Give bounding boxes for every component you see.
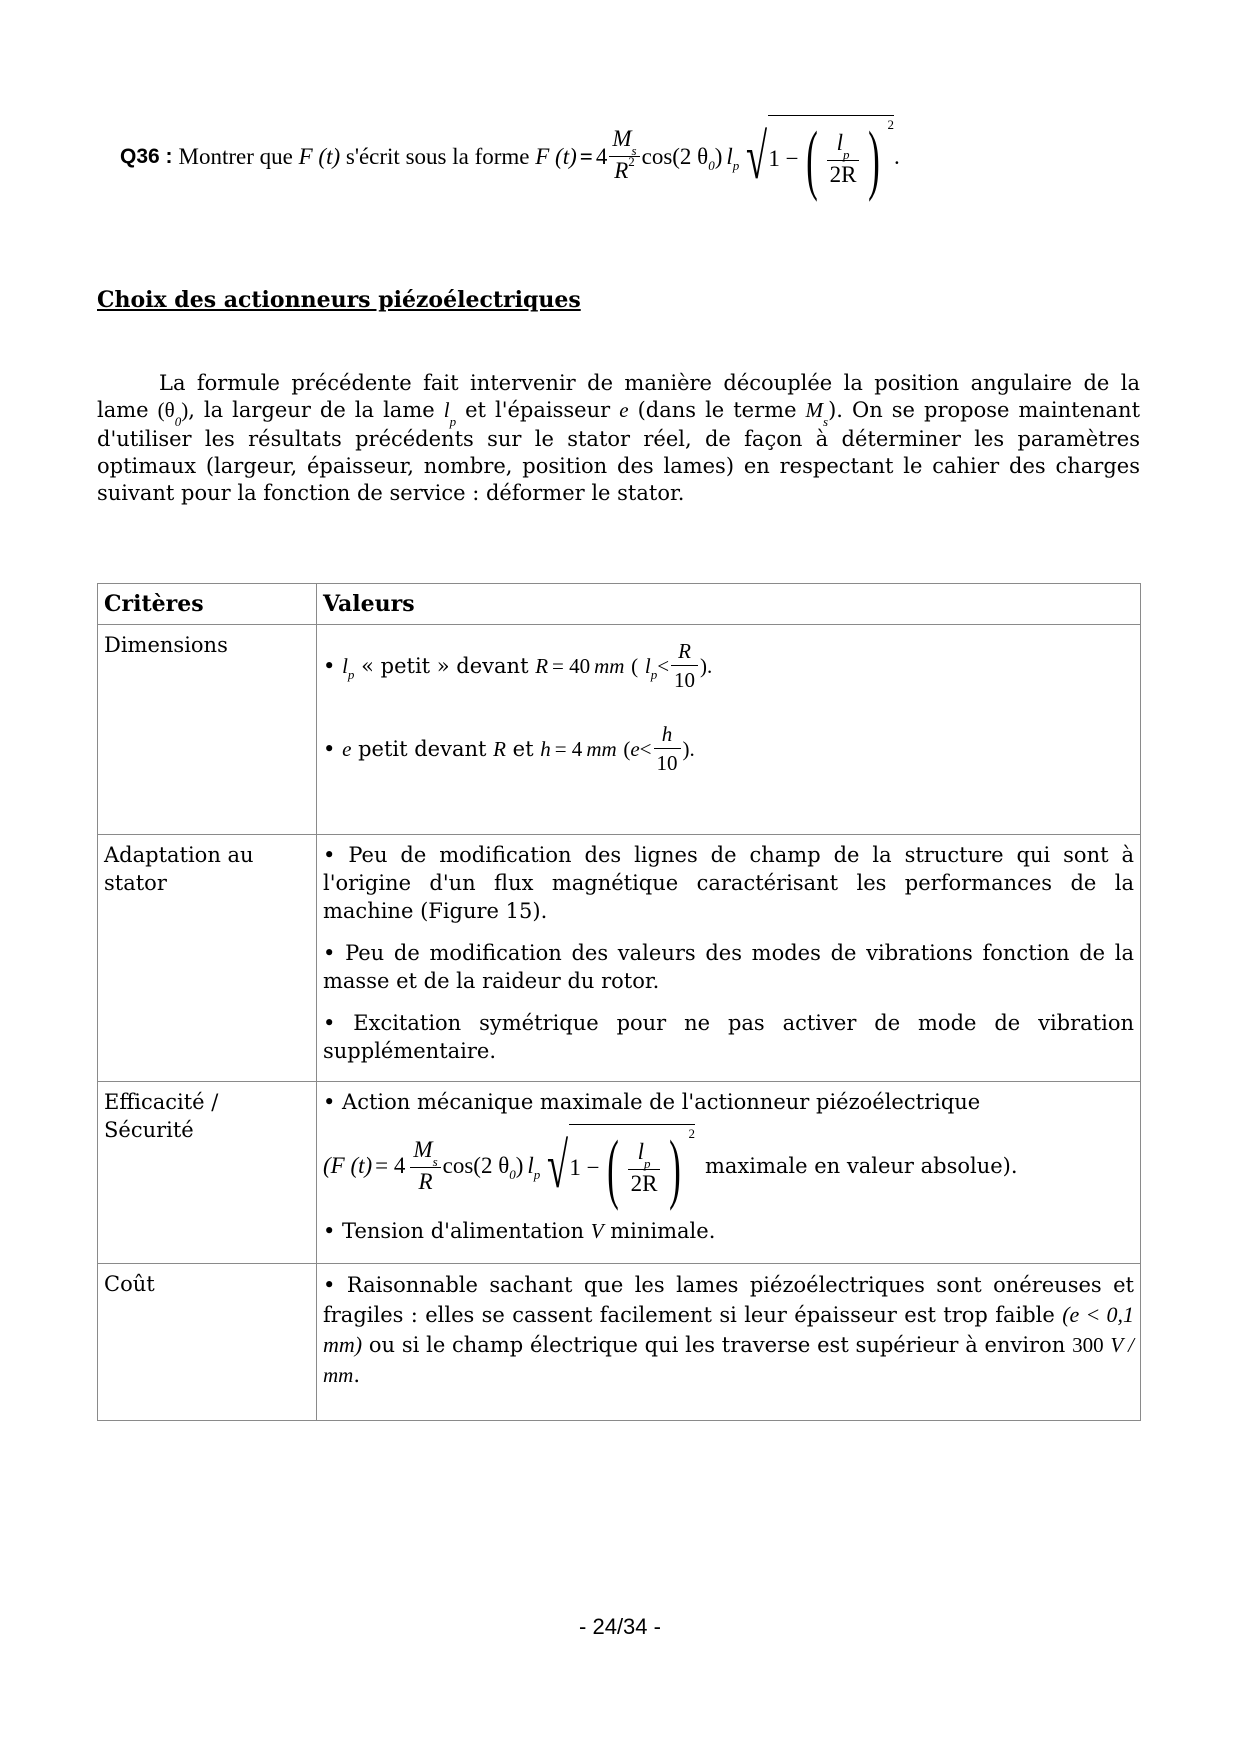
math-e-limit: (e < 0,1 mm): [323, 1302, 1134, 1357]
intro-lp: l: [443, 398, 450, 422]
intro-text-5: ). On se propose maintenant d'utiliser les résultats précédents sur le stator réel, de façon à déterminer les paramètres optimaux (largeur, épaisseur, nombre, position des lames) en respectant le cahier des charges suivant pour la fonction de service : déformer le stator.: [97, 398, 1141, 505]
intro-Ms: M: [805, 398, 824, 422]
header-criteres: Critères: [98, 584, 317, 625]
math-h: h: [540, 736, 551, 761]
intro-theta-close: ): [181, 398, 189, 422]
header-valeurs: Valeurs: [317, 584, 1141, 625]
math-unit: V / mm: [323, 1333, 1134, 1387]
math-lt: <: [657, 653, 670, 678]
math-unit: mm: [586, 736, 617, 761]
question-text-before: Montrer que: [178, 143, 293, 169]
item-text: ou si le champ électrique qui les traverse est supérieur à environ: [368, 1333, 1066, 1357]
frac-num-sub: s: [631, 143, 637, 158]
math-l-sub: p: [650, 666, 658, 682]
frac-den: R: [418, 1168, 433, 1194]
frac-num-sub: s: [432, 1153, 438, 1169]
frac-den: R: [614, 158, 629, 183]
question-end: .: [893, 143, 900, 169]
item-text: et: [512, 736, 534, 761]
intro-paragraph: [97, 370, 1140, 507]
paren-close: ).: [682, 736, 695, 761]
inner-num-sub: p: [644, 1156, 651, 1171]
paren-open: (: [631, 653, 639, 678]
formula-coef: 4: [595, 143, 608, 169]
page-number: - 24/34 -: [579, 1614, 661, 1639]
math-unit: mm: [594, 653, 625, 678]
list-item: • Action mécanique maximale de l'actionneur piézoélectrique: [323, 1090, 981, 1114]
item-text: • Tension d'alimentation: [323, 1219, 585, 1243]
bullet: •: [323, 736, 336, 761]
frac-num: R: [678, 639, 691, 663]
fraction-R-over-10: [671, 637, 698, 694]
math-l-sub: p: [347, 666, 355, 682]
intro-e: e: [619, 398, 629, 422]
math-F-t: F (t): [298, 143, 341, 169]
formula-tail: maximale en valeur absolue).: [704, 1153, 1018, 1178]
intro-text-2: , la largeur de la lame: [188, 398, 435, 422]
question-label: Q36 :: [120, 144, 173, 168]
frac-den: 10: [674, 668, 696, 692]
item-text: petit devant: [358, 736, 487, 761]
criterion-cell: Efficacité / Sécurité: [98, 1082, 317, 1264]
table-row: [98, 1082, 1141, 1264]
item-end: .: [353, 1363, 361, 1387]
fraction-Ms-over-R2: [609, 125, 639, 188]
math-R: R: [493, 736, 506, 761]
question-text-middle: s'écrit sous la forme: [345, 143, 530, 169]
intro-theta-sub: 0: [174, 414, 182, 429]
frac-num: h: [661, 722, 673, 746]
math-value: 300: [1072, 1333, 1104, 1357]
formula-lhs: (F (t): [323, 1152, 373, 1178]
sqrt-one-minus: 1 −: [569, 1155, 600, 1180]
section-title: Choix des actionneurs piézoélectriques: [97, 287, 581, 313]
table-header-row: [98, 584, 1141, 625]
intro-lp-sub: p: [449, 414, 457, 429]
list-item: • Peu de modification des valeurs des modes de vibrations fonction de la masse et de la raideur du rotor.: [323, 941, 1134, 993]
inner-num: l: [637, 1139, 644, 1164]
dimension-item-e: [323, 720, 1134, 777]
formula-lp-sub: p: [732, 157, 740, 173]
intro-text-3: et l'épaisseur: [465, 398, 611, 422]
intro-Ms-sub: s: [823, 414, 829, 429]
inner-den: 2R: [829, 162, 857, 187]
math-eq: = 4: [554, 736, 583, 761]
criterion-cell: Dimensions: [98, 625, 317, 835]
sqrt-expression: √ 1 − ( $\frac{l_p}{2R}$ ) 2: [540, 1124, 695, 1207]
formula-cos-close: ): [714, 143, 723, 169]
table-row: [98, 1264, 1141, 1421]
fraction-lp-over-2R: [628, 1138, 661, 1198]
frac-den: 10: [656, 751, 678, 775]
dimension-item-lp: [323, 637, 1134, 694]
math-R: R: [535, 653, 549, 678]
inner-num-sub: p: [842, 147, 850, 162]
formula-cos-close: ): [515, 1152, 524, 1178]
inner-den: 2R: [630, 1171, 658, 1196]
criterion-cell: Adaptation au stator: [98, 835, 317, 1082]
list-item: [323, 1217, 1134, 1245]
frac-num: M: [413, 1136, 433, 1162]
list-item: [323, 1270, 1134, 1390]
fraction-lp-over-2R: [827, 129, 860, 189]
frac-num: M: [612, 126, 632, 151]
formula-equals: =: [579, 143, 593, 169]
formula-cos: cos(2 θ: [641, 143, 709, 169]
list-item: • Excitation symétrique pour ne pas activer de mode de vibration supplémentaire.: [323, 1011, 1134, 1063]
intro-text-4: (dans le terme: [637, 398, 797, 422]
math-e: e: [630, 736, 640, 761]
formula-lp: l: [726, 143, 733, 169]
formula-cos-sub: 0: [708, 157, 715, 173]
item-text: minimale.: [610, 1219, 716, 1243]
table-row: [98, 835, 1141, 1082]
formula-cos: cos(2 θ: [442, 1152, 510, 1178]
bullet: •: [323, 653, 336, 678]
formula-lp: l: [527, 1152, 534, 1178]
item-text: « petit » devant: [361, 653, 529, 678]
question-36: [120, 115, 900, 202]
value-cell: [317, 625, 1141, 835]
intro-text-1: La formule précédente fait intervenir de manière découplée la position angulaire de la lame: [97, 371, 1140, 422]
math-V: V: [590, 1219, 604, 1243]
formula-lhs: F (t): [535, 143, 577, 169]
formula-eq: = 4: [375, 1152, 406, 1178]
formula-cos-sub: 0: [509, 1166, 516, 1182]
formula-lp-sub: p: [533, 1166, 541, 1182]
power: 2: [688, 1126, 695, 1141]
math-l: l: [342, 653, 348, 678]
sqrt-one-minus: 1 −: [768, 146, 799, 171]
item-text: • Raisonnable sachant que les lames piézoélectriques sont onéreuses et fragiles : elles se cassent facilement si leur épaisseur est trop faible: [323, 1273, 1134, 1327]
intro-theta: (θ: [157, 398, 175, 422]
power: 2: [887, 117, 894, 132]
math-l: l: [644, 653, 651, 678]
value-cell: [317, 835, 1141, 1082]
formula-line: [323, 1124, 1134, 1211]
fraction-h-over-10: [654, 720, 681, 777]
paren-close: ).: [700, 653, 713, 678]
math-lt: <: [639, 736, 652, 761]
value-cell: [317, 1082, 1141, 1264]
table-row: [98, 625, 1141, 835]
sqrt-expression: √ 1 − ( $\frac{l_p}{2R}$ ) 2: [746, 115, 894, 202]
criteria-table: [97, 583, 1141, 1421]
fraction-Ms-over-R: [410, 1136, 440, 1196]
inner-num: l: [836, 130, 843, 155]
frac-den-sup: 2: [628, 154, 635, 169]
criterion-cell: Coût: [98, 1264, 317, 1421]
paren-open: (: [623, 736, 631, 761]
list-item: • Peu de modification des lignes de champ de la structure qui sont à l'origine d'un flux magnétique caractérisant les performances de la machine (Figure 15).: [323, 843, 1134, 923]
value-cell: [317, 1264, 1141, 1421]
math-eq: = 40: [552, 653, 591, 678]
math-e: e: [342, 736, 352, 761]
formula-F-t: [535, 115, 894, 202]
